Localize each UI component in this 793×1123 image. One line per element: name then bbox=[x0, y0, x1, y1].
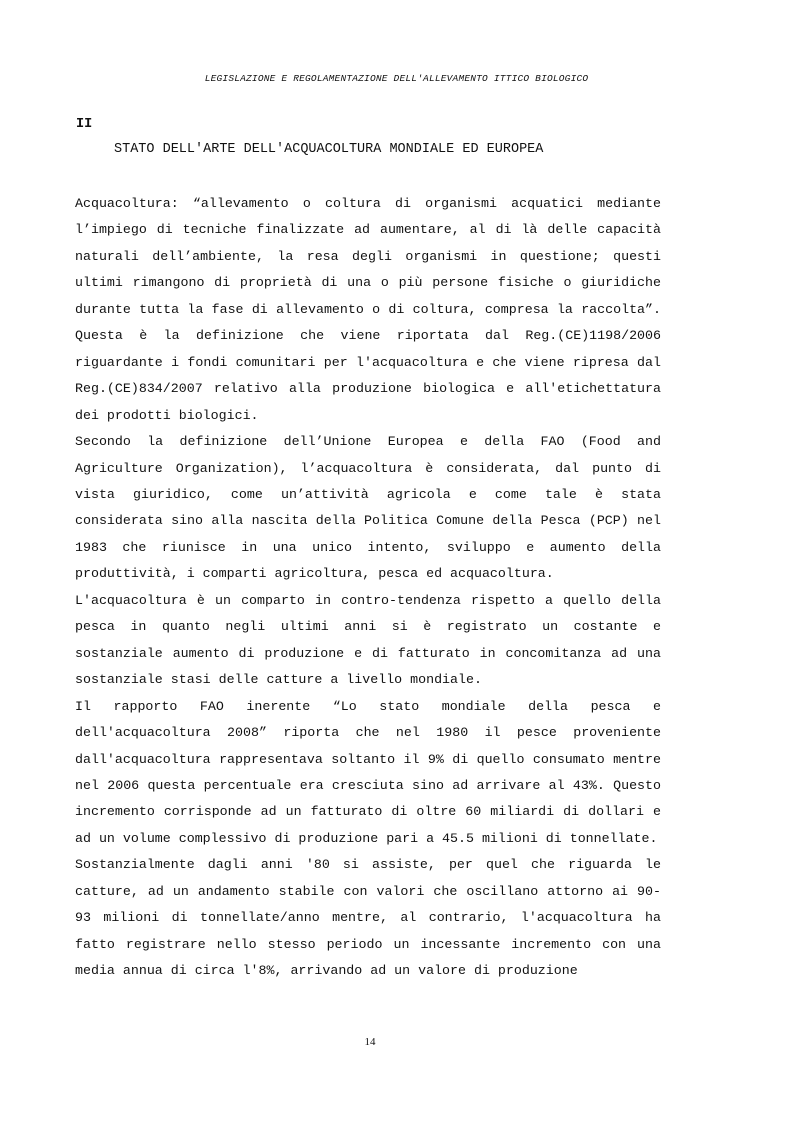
running-header: LEGISLAZIONE E REGOLAMENTAZIONE DELL'ALLEVAMENTO ITTICO BIOLOGICO bbox=[204, 73, 589, 84]
chapter-title: STATO DELL'ARTE DELL'ACQUACOLTURA MONDIALE ED EUROPEA bbox=[114, 142, 544, 157]
paragraph-definition: Acquacoltura: “allevamento o coltura di organismi acquatici mediante l’impiego di tecniche finalizzate ad aumentare, al di là delle capacità naturali dell’ambiente, la resa degli organismi in questione; questi ultimi rimangono di proprietà di una o più persone fisiche o giuridiche durante tutta la fase di allevamento o di coltura, compresa la raccolta”. Questa è la definizione che viene riportata dal Reg.(CE)1198/2006 riguardante i fondi comunitari per l'acquacoltura e che viene ripresa dal Reg.(CE)834/2007 relativo alla produzione biologica e all'etichettatura dei prodotti biologici. bbox=[75, 196, 661, 423]
page-number: 14 bbox=[364, 1036, 376, 1048]
body-text bbox=[75, 191, 661, 985]
paragraph-eu-fao: Secondo la definizione dell’Unione Europea e della FAO (Food and Agriculture Organization), l’acquacoltura è considerata, dal punto di vista giuridico, come un’attività agricola e come tale è stata considerata sino alla nascita della Politica Comune della Pesca (PCP) nel 1983 che riunisce in una unico intento, sviluppo e aumento della produttività, i comparti agricoltura, pesca ed acquacoltura. bbox=[75, 434, 661, 582]
chapter-number: II bbox=[76, 117, 93, 132]
paragraph-production: Sostanzialmente dagli anni '80 si assiste, per quel che riguarda le catture, ad un andamento stabile con valori che oscillano attorno ai 90-93 milioni di tonnellate/anno mentre, al contrario, l'acquacoltura ha fatto registrare nello stesso periodo un incessante incremento con una media annua di circa l'8%, arrivando ad un valore di produzione bbox=[75, 857, 661, 979]
paragraph-fao-report: Il rapporto FAO inerente “Lo stato mondiale della pesca e dell'acquacoltura 2008” riporta che nel 1980 il pesce proveniente dall'acquacoltura rappresentava soltanto il 9% di quello consumato mentre nel 2006 questa percentuale era cresciuta sino ad arrivare al 43%. Questo incremento corrisponde ad un fatturato di oltre 60 miliardi di dollari e ad un volume complessivo di produzione pari a 45.5 milioni di tonnellate. bbox=[75, 698, 661, 846]
paragraph-trend: L'acquacoltura è un comparto in contro-tendenza rispetto a quello della pesca in quanto negli ultimi anni si è registrato un costante e sostanziale aumento di produzione e di fatturato in concomitanza ad una sostanziale stasi delle catture a livello mondiale. bbox=[75, 592, 661, 688]
